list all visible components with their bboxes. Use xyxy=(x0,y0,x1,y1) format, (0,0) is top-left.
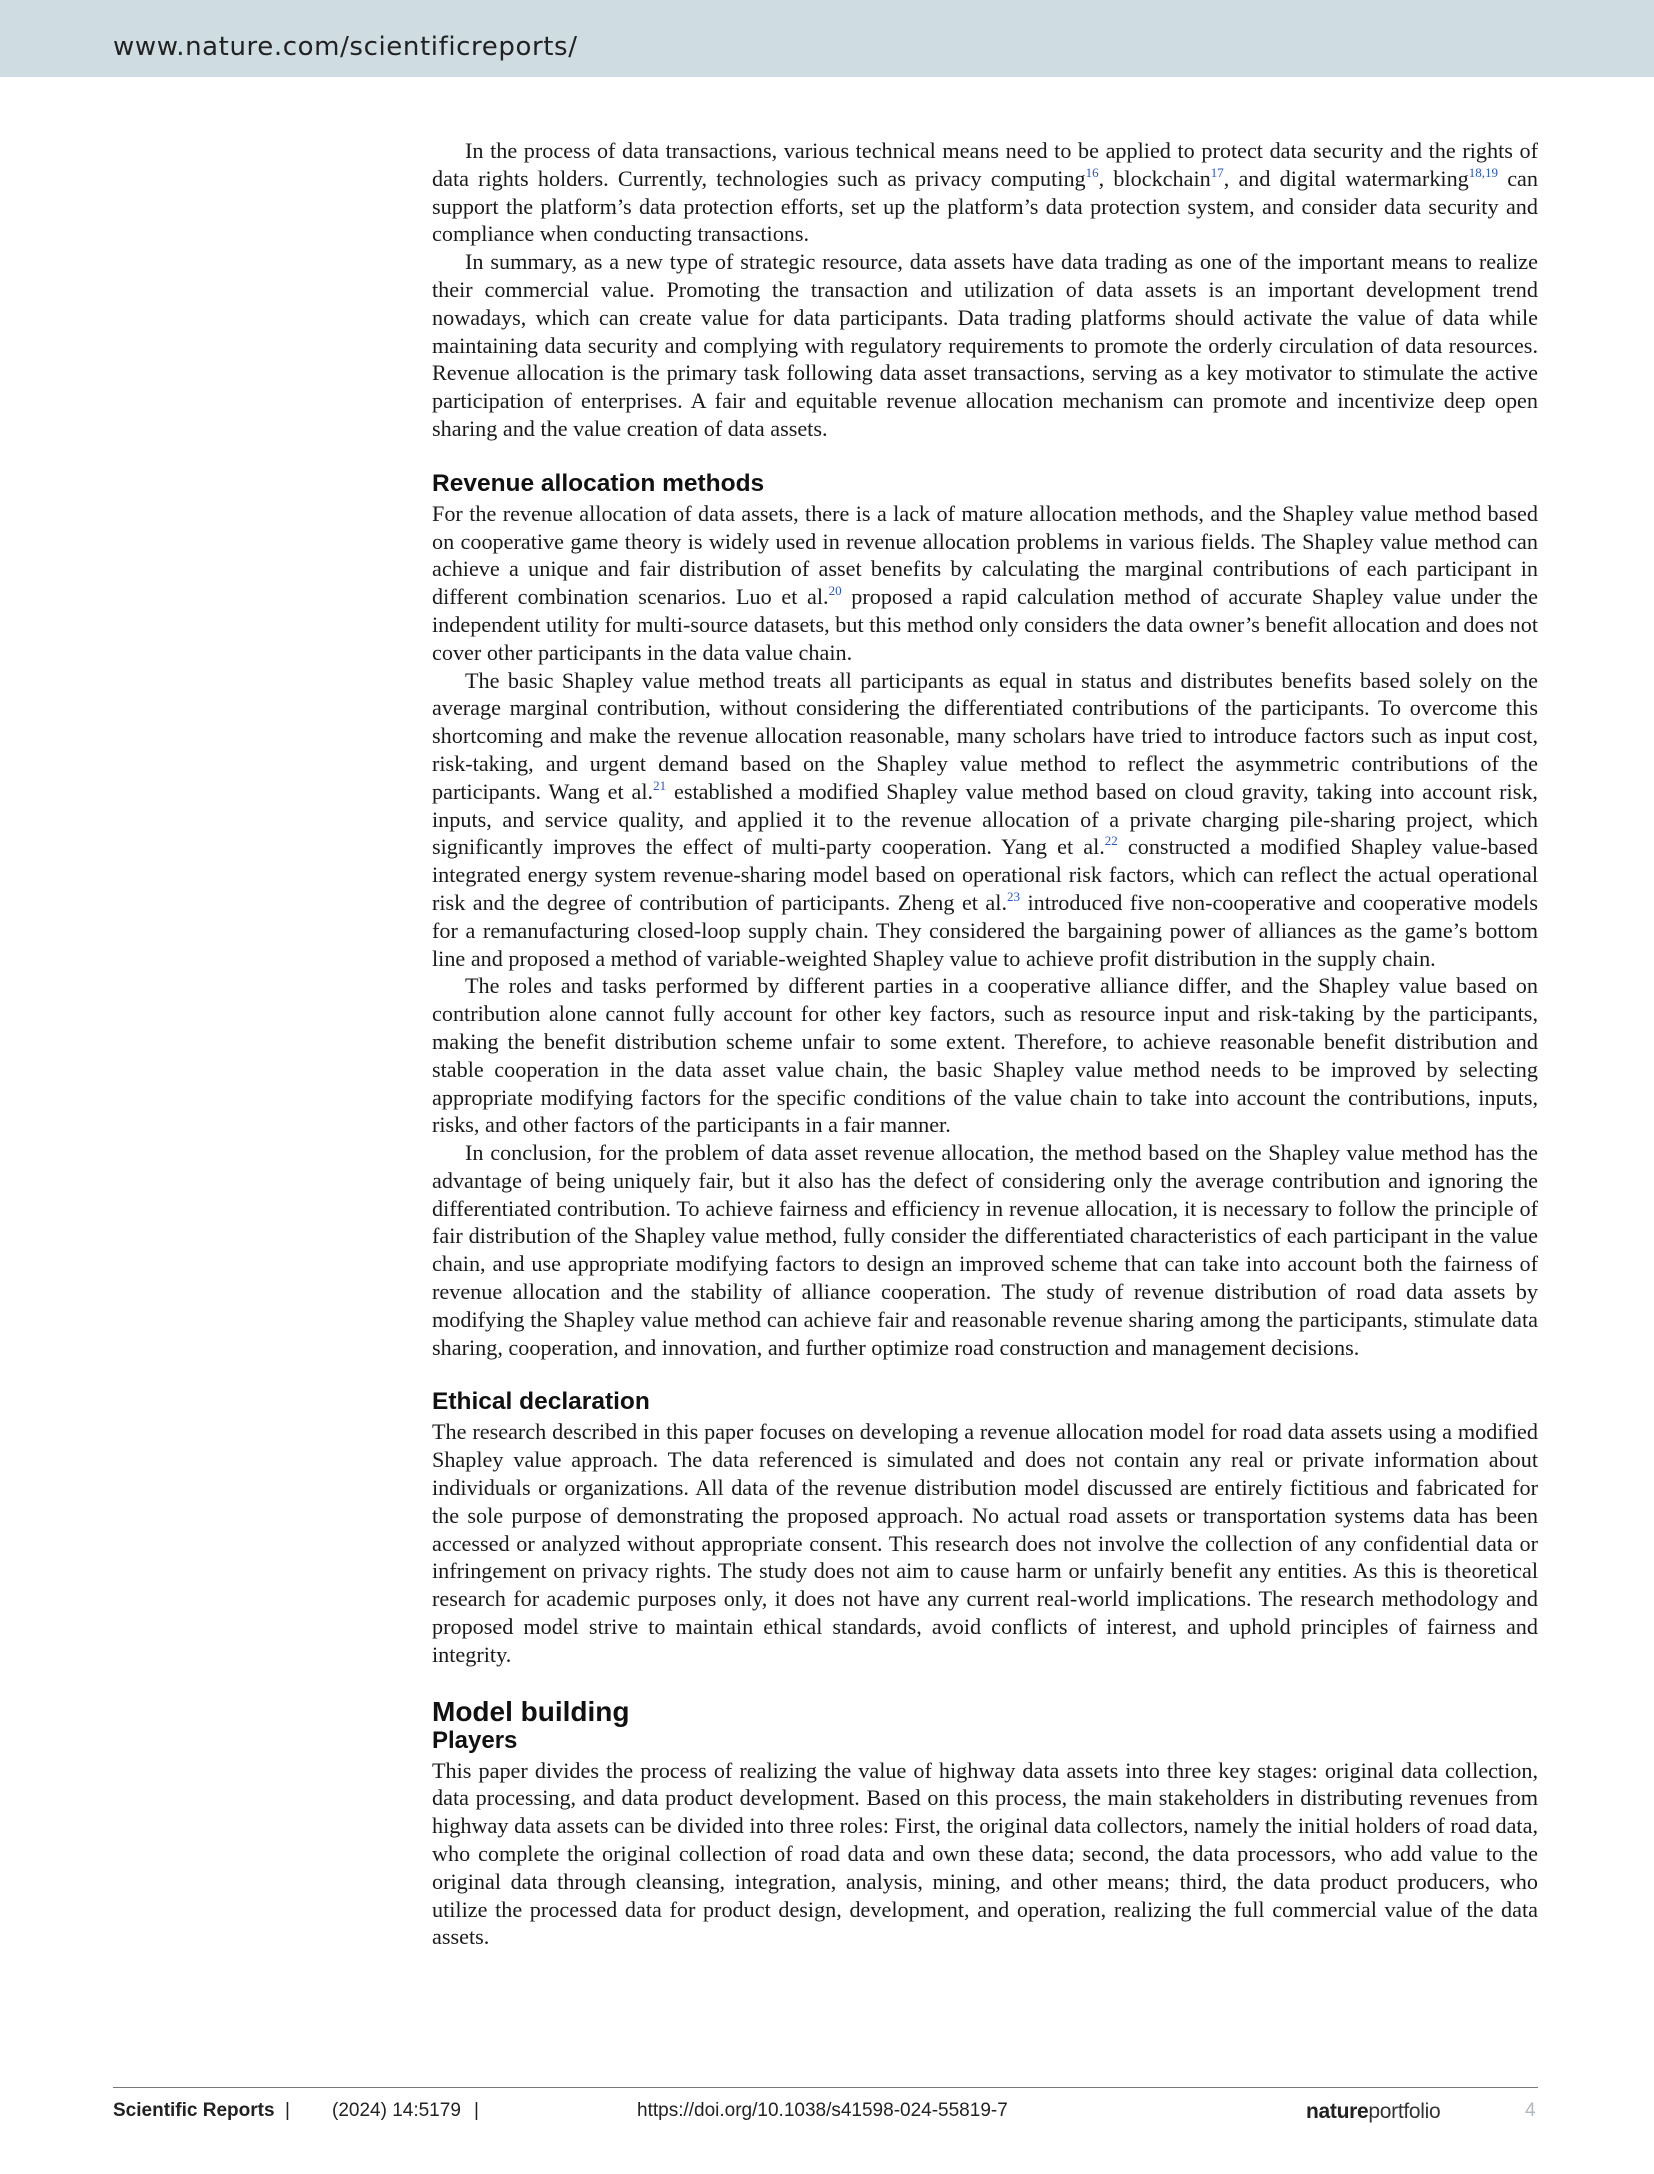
footer-volume: (2024) 14:5179 xyxy=(332,2100,461,2121)
paragraph: For the revenue allocation of data assets, there is a lack of mature allocation methods, and the Shapley value method based on cooperative game theory is widely used in revenue allocation problems in various fields. The Shapley value method can achieve a unique and fair distribution of asset benefits by calculating the marginal contributions of each participant in different combination scenarios. Luo et al.$^{20}$ proposed a rapid calculation method of accurate Shapley value under the independent utility for multi-source datasets, but this method only considers the data owner’s benefit allocation and does not cover other participants in the data value chain. xyxy=(432,500,1538,665)
paragraph: The research described in this paper focuses on developing a revenue allocation model for road data assets using a modified Shapley value approach. The data referenced is simulated and does not contain any real or private information about individuals or organizations. All data of the revenue distribution model discussed are entirely fictitious and fabricated for the sole purpose of demonstrating the proposed approach. No actual road assets or transportation systems data has been accessed or analyzed without appropriate consent. This research does not involve the collection of any confidential data or infringement on privacy rights. The study does not aim to cause harm or unfairly benefit any entities. As this is theoretical research for academic purposes only, it does not have any current real-world implications. The research methodology and proposed model strive to maintain ethical standards, avoid conflicts of interest, and uphold principles of fairness and integrity. xyxy=(432,1419,1538,1667)
paragraph: The roles and tasks performed by different parties in a cooperative alliance differ, and the Shapley value based on contribution alone cannot fully account for other key factors, such as resource input and risk-taking by the participants, making the benefit distribution scheme unfair to some extent. Therefore, to achieve reasonable benefit distribution and stable cooperation in the data asset value chain, the basic Shapley value method needs to be improved by selecting appropriate modifying factors for the specific conditions of the value chain to take into account the contributions, inputs, risks, and other factors of the participants in a fair manner. xyxy=(432,973,1538,1138)
paragraph: The basic Shapley value method treats all participants as equal in status and distributes benefits based solely on the average marginal contribution, without considering the differentiated contributions of the participants. To overcome this shortcoming and make the revenue allocation reasonable, many scholars have tried to introduce factors such as input cost, risk-taking, and urgent demand based on the Shapley value method to reflect the asymmetric contributions of the participants. Wang et al.$^{21}$ established a modified Shapley value method based on cloud gravity, taking into account risk, inputs, and service quality, and applied it to the revenue allocation of a private charging pile-sharing project, which significantly improves the effect of multi-party cooperation. Yang et al.$^{22}$ constructed a modified Shapley value-based integrated energy system revenue-sharing model based on operational risk factors, which can reflect the actual operational risk and the degree of contribution of participants. Zheng et al.$^{23}$ introduced five non-cooperative and cooperative models for a remanufacturing closed-loop supply chain. They considered the bargaining power of alliances as the game’s bottom line and proposed a method of variable-weighted Shapley value to achieve profit distribution in the supply chain. xyxy=(432,667,1538,971)
reference-link[interactable]: 17 xyxy=(1210,164,1224,180)
paragraph: In summary, as a new type of strategic resource, data assets have data trading as one of the important means to realize their commercial value. Promoting the transaction and utilization of data assets is an important development trend nowadays, which can create value for data participants. Data trading platforms should activate the value of data while maintaining data security and complying with regulatory requirements to promote the orderly circulation of data resources. Revenue allocation is the primary task following data asset transactions, serving as a key motivator to stimulate the active participation of enterprises. A fair and equitable revenue allocation mechanism can promote and incentivize deep open sharing and the value creation of data assets. xyxy=(432,249,1538,441)
footer-journal-name: Scientific Reports xyxy=(113,2100,275,2121)
reference-link[interactable]: 16 xyxy=(1085,164,1099,180)
reference-link[interactable]: 21 xyxy=(653,777,667,793)
section-heading: Model building xyxy=(432,1695,630,1727)
section-heading: Revenue allocation methods xyxy=(432,469,765,497)
publisher-logo: natureportfolio xyxy=(1306,2100,1441,2123)
paragraph: This paper divides the process of realizing the value of highway data assets into three key stages: original data collection, data processing, and data product development. Based on this process, the main stakeholders in distributing revenues from highway data assets can be divided into three roles: First, the original data collectors, namely the initial holders of road data, who complete the original collection of road data and own these data; second, the data processors, who add value to the original data through cleansing, integration, analysis, mining, and other means; third, the data product producers, who utilize the processed data for product design, development, and operation, realizing the full commercial value of the data assets. xyxy=(432,1757,1538,1950)
section-heading: Ethical declaration xyxy=(432,1388,650,1416)
reference-link[interactable]: 20 xyxy=(828,583,842,599)
footer-separator: | xyxy=(285,2100,290,2121)
article-body xyxy=(432,137,1538,1951)
page-number: 4 xyxy=(1525,2100,1536,2121)
paragraph: In conclusion, for the problem of data asset revenue allocation, the method based on the Shapley value method has the advantage of being uniquely fair, but it also has the defect of considering only the average contribution and ignoring the differentiated contribution. To achieve fairness and efficiency in revenue allocation, it is necessary to follow the principle of fair distribution of the Shapley value method, fully consider the differentiated characteristics of each participant in the value chain, and use appropriate modifying factors to design an improved scheme that can take into account both the fairness of revenue allocation and the stability of alliance cooperation. The study of revenue distribution of road data assets by modifying the Shapley value method can achieve fair and reasonable revenue sharing among the participants, stimulate data sharing, cooperation, and innovation, and further optimize road construction and management decisions. xyxy=(432,1140,1538,1360)
reference-link[interactable]: 22 xyxy=(1104,833,1118,849)
subsection-heading: Players xyxy=(432,1726,518,1754)
site-url[interactable]: www.nature.com/scientificreports/ xyxy=(113,32,578,62)
footer-separator: | xyxy=(474,2100,479,2121)
site-header-bar xyxy=(0,0,1654,77)
footer-divider xyxy=(113,2087,1538,2088)
reference-link[interactable]: 23 xyxy=(1007,888,1020,904)
reference-link[interactable]: 18,19 xyxy=(1468,164,1499,180)
paragraph: In the process of data transactions, various technical means need to be applied to protect data security and the rights of data rights holders. Currently, technologies such as privacy computing$^{16}$, blockchain$^{17}$, and digital watermarking$^{18,19}$ can support the platform’s data protection efforts, set up the platform’s data protection system, and consider data security and compliance when conducting transactions. xyxy=(432,138,1538,247)
footer-doi-link[interactable]: https://doi.org/10.1038/s41598-024-55819-7 xyxy=(637,2100,1008,2121)
